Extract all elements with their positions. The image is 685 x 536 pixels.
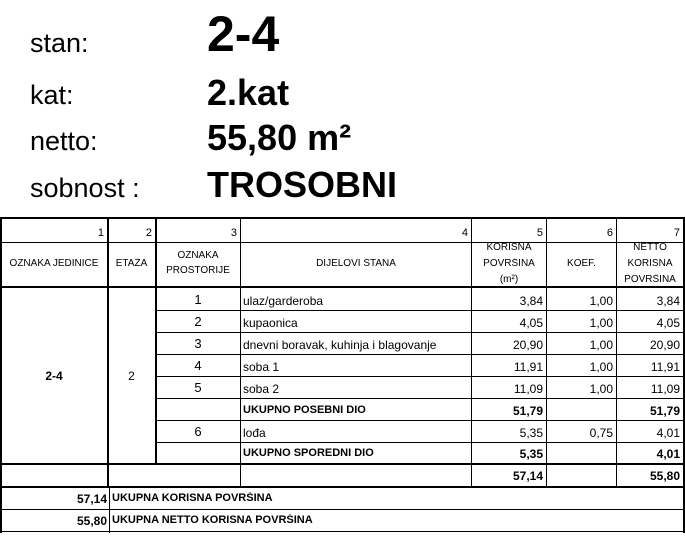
header-oznaka-jedinice: OZNAKA JEDINICE bbox=[9, 258, 99, 269]
stan-value: 2-4 bbox=[207, 6, 280, 62]
netto-value: 55,80 m² bbox=[207, 117, 352, 158]
room-number: 2 bbox=[194, 314, 202, 329]
table-line bbox=[155, 310, 685, 311]
table-line bbox=[155, 376, 685, 377]
summary-label: UKUPNA NETTO KORISNA POVRŠINA bbox=[112, 514, 313, 526]
col-number: 1 bbox=[97, 227, 104, 239]
room-number: 6 bbox=[194, 424, 202, 439]
room-net: 11,91 bbox=[650, 360, 680, 374]
col-number: 2 bbox=[145, 227, 152, 239]
table-line bbox=[0, 217, 685, 219]
room-coef: 1,00 bbox=[589, 338, 613, 352]
col-number: 6 bbox=[606, 227, 613, 239]
room-number: 3 bbox=[194, 336, 202, 351]
room-net: 4,01 bbox=[656, 426, 680, 440]
subtotal-area: 51,79 bbox=[512, 404, 543, 418]
col-number: 4 bbox=[461, 227, 468, 239]
grand-total-net: 55,80 bbox=[649, 469, 680, 483]
netto-label: netto: bbox=[30, 126, 98, 156]
subtotal-area: 5,35 bbox=[519, 447, 543, 461]
room-number: 5 bbox=[194, 380, 202, 395]
room-area: 11,09 bbox=[513, 382, 543, 396]
room-area: 11,91 bbox=[513, 360, 543, 374]
subtotal-label: UKUPNO POSEBNI DIO bbox=[243, 404, 366, 416]
header-oznaka-prostorije: PROSTORIJE bbox=[166, 265, 230, 276]
room-coef: 1,00 bbox=[589, 316, 613, 330]
header-korisna: POVRŠINA bbox=[483, 258, 535, 269]
header-etaza: ETAŽA bbox=[115, 258, 148, 269]
summary-value: 57,14 bbox=[76, 492, 107, 506]
room-area: 5,35 bbox=[519, 426, 543, 440]
room-number: 1 bbox=[194, 292, 202, 307]
subtotal-label: UKUPNO SPOREDNI DIO bbox=[243, 447, 374, 459]
room-coef: 1,00 bbox=[589, 382, 613, 396]
table-line bbox=[109, 486, 110, 533]
col-number: 7 bbox=[673, 227, 680, 239]
room-name: soba 2 bbox=[243, 382, 280, 396]
kat-value: 2.kat bbox=[207, 72, 290, 113]
summary-label: UKUPNA KORISNA POVRŠINA bbox=[112, 492, 273, 504]
sobnost-value: TROSOBNI bbox=[207, 164, 398, 205]
header-korisna-unit: (m²) bbox=[499, 274, 519, 285]
table-line bbox=[0, 463, 685, 465]
header-oznaka-prostorije: OZNAKA bbox=[177, 250, 219, 261]
table-line bbox=[155, 442, 685, 443]
table-line bbox=[155, 398, 685, 399]
table-line bbox=[0, 531, 685, 532]
summary-value: 55,80 bbox=[76, 514, 107, 528]
room-area: 20,90 bbox=[512, 338, 543, 352]
table-line bbox=[0, 242, 685, 243]
room-coef: 1,00 bbox=[589, 294, 613, 308]
room-net: 4,05 bbox=[656, 316, 680, 330]
header-netto: POVRŠINA bbox=[624, 274, 676, 285]
area-table bbox=[0, 217, 685, 536]
floor-number: 2 bbox=[128, 369, 135, 383]
room-area: 3,84 bbox=[519, 294, 543, 308]
table-line bbox=[0, 509, 685, 510]
table-line bbox=[0, 486, 685, 488]
kat-label: kat: bbox=[30, 80, 74, 110]
table-line bbox=[0, 286, 685, 288]
room-area: 4,05 bbox=[519, 316, 543, 330]
subtotal-net: 4,01 bbox=[656, 447, 680, 461]
stan-label: stan: bbox=[30, 28, 89, 58]
room-name: soba 1 bbox=[243, 360, 280, 374]
room-coef: 0,75 bbox=[589, 426, 613, 440]
room-name: lođa bbox=[243, 426, 266, 440]
subtotal-net: 51,79 bbox=[649, 404, 680, 418]
header-korisna: KORISNA bbox=[486, 242, 532, 253]
sobnost-label: sobnost : bbox=[30, 173, 140, 203]
header-koef: KOEF. bbox=[567, 258, 596, 269]
col-number: 5 bbox=[536, 227, 543, 239]
col-number: 3 bbox=[230, 227, 237, 239]
grand-total-area: 57,14 bbox=[512, 469, 543, 483]
room-net: 11,09 bbox=[650, 382, 680, 396]
room-net: 3,84 bbox=[656, 294, 680, 308]
room-coef: 1,00 bbox=[589, 360, 613, 374]
header-netto: NETTO bbox=[633, 242, 667, 253]
room-name: dnevni boravak, kuhinja i blagovanje bbox=[243, 338, 437, 352]
room-net: 20,90 bbox=[649, 338, 680, 352]
room-name: ulaz/garderoba bbox=[243, 294, 324, 308]
room-number: 4 bbox=[194, 358, 202, 373]
room-name: kupaonica bbox=[243, 316, 298, 330]
table-line bbox=[155, 332, 685, 333]
table-line bbox=[155, 354, 685, 355]
unit-designation: 2-4 bbox=[45, 369, 63, 383]
header-netto: KORISNA bbox=[627, 258, 673, 269]
table-line bbox=[155, 420, 685, 421]
header-dijelovi-stana: DIJELOVI STANA bbox=[316, 258, 396, 269]
